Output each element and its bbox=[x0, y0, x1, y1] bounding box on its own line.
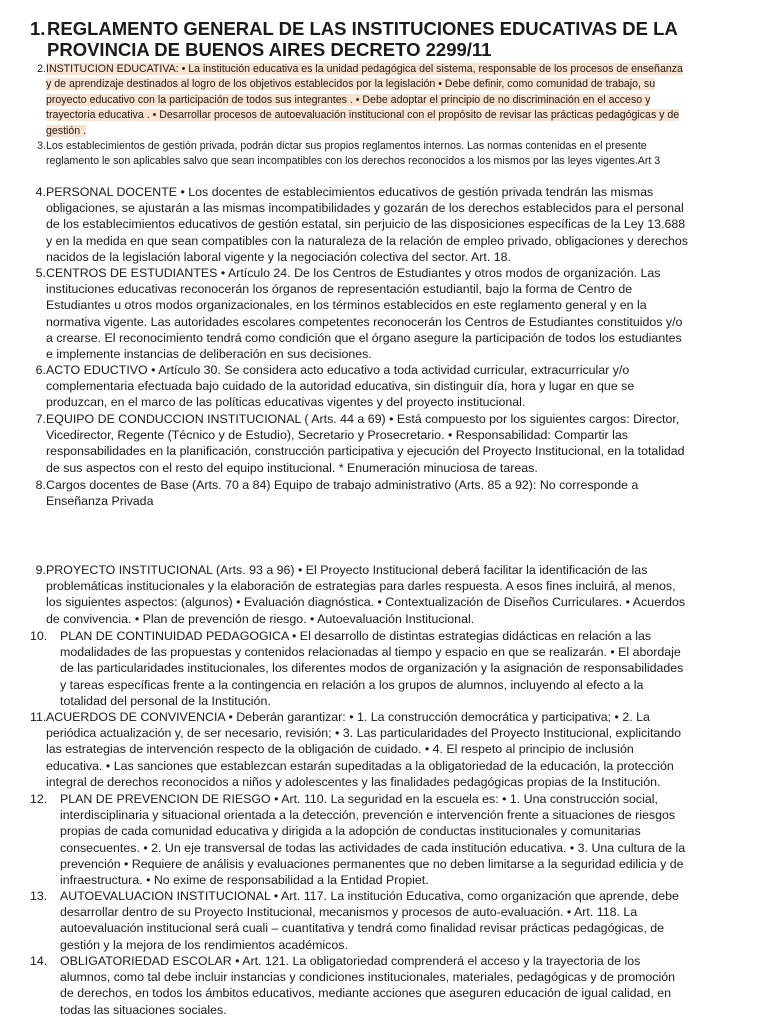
item-number: 2. bbox=[37, 63, 46, 75]
item-number: 9. bbox=[35, 563, 46, 577]
item-number: 3. bbox=[37, 140, 46, 152]
item-text: ACTO EDUCTIVO • Artículo 30. Se considera acto educativo a toda actividad curricular, extracurricular y/o complementaria efectuada bajo cuidado de la autoridad educativa, sin distinguir día, hora y lugar en que se produzcan, en el marco de las políticas educativas vigentes y del proyecto institucional. bbox=[46, 363, 635, 410]
list-item bbox=[30, 139, 690, 170]
item-text: AUTOEVALUACION INSTITUCIONAL • Art. 117. La institución Educativa, como organización que aprende, debe desarrollar dentro de su Proyecto Institucional, mecanismos y procesos de auto-evaluación. • Art. 118. La autoevaluación institucional será cuali – cuantitativa y tendrá como finalidad revisar prácticas pedagógicas, de gestión y la mejora de los rendimientos académicos. bbox=[60, 889, 679, 952]
title-text: REGLAMENTO GENERAL DE LAS INSTITUCIONES EDUCATIVAS DE LA PROVINCIA DE BUENOS AIRES DECRETO 2299/11 bbox=[47, 18, 678, 60]
item-text: EQUIPO DE CONDUCCION INSTITUCIONAL ( Arts. 44 a 69) • Está compuesto por los siguientes cargos: Director, Vicedirector, Regente (Técnico y de Estudio), Secretario y Prosecretario. • Responsabilidad: Compartir las responsabilidades en la planificación, construcción participativa y ejecución del Proyecto Institucional, en la totalidad de sus aspectos con el resto del equipo institucional. * Enumeración minuciosa de tareas. bbox=[46, 412, 685, 475]
item-number: 8. bbox=[35, 478, 46, 492]
item-text: PLAN DE CONTINUIDAD PEDAGOGICA • El desarrollo de distintas estrategias didácticas en relación a las modalidades de las propuestas y contenidos relacionadas al tiempo y espacio en que se realizarán. • El abordaje de las particularidades institucionales, los diferentes modos de organización y la asignación de responsabilidades y tareas específicas frente a la contingencia en relación a los grupos de alumnos, incluyendo al efecto a la totalidad del personal de la Institución. bbox=[60, 629, 684, 708]
list-item bbox=[30, 953, 690, 1018]
item-text: PERSONAL DOCENTE • Los docentes de establecimientos educativos de gestión privada tendrán las mismas obligaciones, se ajustarán a las mismas incompatibilidades y gozarán de los derechos establecidos para el personal de los establecimientos educativos de gestión estatal, sin perjuicio de las disposiciones específicas de la Ley 13.688 y en la medida en que sean compatibles con la naturaleza de la relación de empleo privado, obligaciones y derechos nacidos de la legislación laboral vigente y la negociación colectiva del sector. Art. 18. bbox=[46, 185, 688, 264]
list-item bbox=[30, 791, 690, 888]
item-number: 12. bbox=[30, 792, 48, 806]
list-item bbox=[30, 562, 690, 627]
document-title bbox=[30, 18, 740, 60]
item-number: 6. bbox=[35, 363, 46, 377]
list-item bbox=[30, 411, 690, 476]
item-text: CENTROS DE ESTUDIANTES • Artículo 24. De los Centros de Estudiantes y otros modos de organización. Las instituciones educativas reconocerán los órganos de representación estudiantil, bajo la forma de Centro de Estudiantes u otros modos organizacionales, en los términos establecidos en este reglamento general y en la normativa vigente. Las autoridades escolares competentes reconocerán los Centros de Estudiantes constituidos y/o a crearse. El reconocimiento tendrá como condición que el órgano asegure la participación de todos los estudiantes e implemente instancias de deliberación en sus decisiones. bbox=[46, 266, 683, 362]
highlighted-text: INSTITUCION EDUCATIVA: • La institución educativa es la unidad pedagógica del sistema, responsable de los procesos de enseñanza y de aprendizaje destinados al logro de los objetivos establecidos por la legislación • Debe definir, como comunidad de trabajo, su proyecto educativo con la participación de todos sus integrantes . • Debe adoptar el principio de no discriminación en el acceso y trayectoria educativa . • Desarrollar procesos de autoevaluación institucional con el propósito de revisar las prácticas pedagógicas y de gestión . bbox=[46, 63, 683, 137]
list-item bbox=[30, 888, 690, 953]
list-item bbox=[30, 265, 690, 362]
list-item bbox=[30, 628, 690, 709]
list-item bbox=[30, 62, 690, 139]
item-number: 4. bbox=[35, 185, 46, 199]
item-text: PROYECTO INSTITUCIONAL (Arts. 93 a 96) • El Proyecto Institucional deberá facilitar la identificación de las problemáticas institucionales y la elaboración de estrategias para darles respuesta. A esos fines incluirá, al menos, los siguientes aspectos: (algunos) • Evaluación diagnóstica. • Contextualización de Diseños Curriculares. • Acuerdos de convivencia. • Plan de prevención de riesgo. • Autoevaluación Institucional. bbox=[46, 563, 686, 626]
item-number: 7. bbox=[35, 412, 46, 426]
list-item bbox=[30, 362, 690, 411]
title-number: 1. bbox=[30, 18, 46, 39]
list-item bbox=[30, 477, 690, 509]
item-text: PLAN DE PREVENCION DE RIESGO • Art. 110. La seguridad en la escuela es: • 1. Una construcción social, interdisciplinaria y situacional orientada a la detección, prevención e intervención frente a situaciones de riesgos propias de cada comunidad educativa y dirigida a la adopción de conductas institucionales y comunitarias consecuentes. • 2. Un eje transversal de todas las actividades de cada institución educativa. • 3. Una cultura de la prevención • Requiere de análisis y evaluaciones permanentes que no deben limitarse a la seguridad edilicia y de infraestructura. • No exime de responsabilidad a la Entidad Propiet. bbox=[60, 792, 686, 888]
item-text: ACUERDOS DE CONVIVENCIA • Deberán garantizar: • 1. La construcción democrática y participativa; • 2. La periódica actualización y, de ser necesario, revisión; • 3. Las particularidades del Proyecto Institucional, explicitando las estrategias de intervención respecto de la obligación de cuidado. • 4. El respeto al principio de inclusión educativa. • Las sanciones que establezcan estarán supeditadas a la obligatoriedad de la educación, la protección integral de derechos reconocidos a niños y adolescentes y las finalidades pedagógicas propias de la Institución. bbox=[46, 710, 681, 789]
item-number: 11. bbox=[30, 710, 47, 724]
list-item bbox=[30, 184, 690, 265]
item-text: Los establecimientos de gestión privada, podrán dictar sus propios reglamentos internos. Las normas contenidas en el presente reglamento le son aplicables salvo que sean incompatibles con los derechos reconocidos a los mismos por las leyes vigentes.Art 3 bbox=[46, 140, 661, 168]
item-number: 13. bbox=[30, 889, 48, 903]
item-text: OBLIGATORIEDAD ESCOLAR • Art. 121. La obligatoriedad comprenderá el acceso y la trayectoria de los alumnos, como tal debe incluir instancias y condiciones institucionales, materiales, pedagógicas y de promoción de derechos, en todos los ámbitos educativos, mediante acciones que aseguren educación de igual calidad, en todas las situaciones sociales. bbox=[60, 954, 676, 1017]
item-text: Cargos docentes de Base (Arts. 70 a 84) Equipo de trabajo administrativo (Arts. 85 a 92): No corresponde a Enseñanza Privada bbox=[46, 478, 639, 509]
item-number: 5. bbox=[35, 266, 46, 280]
item-number: 10. bbox=[30, 629, 48, 643]
item-number: 14. bbox=[30, 954, 48, 968]
list-item bbox=[30, 709, 690, 790]
